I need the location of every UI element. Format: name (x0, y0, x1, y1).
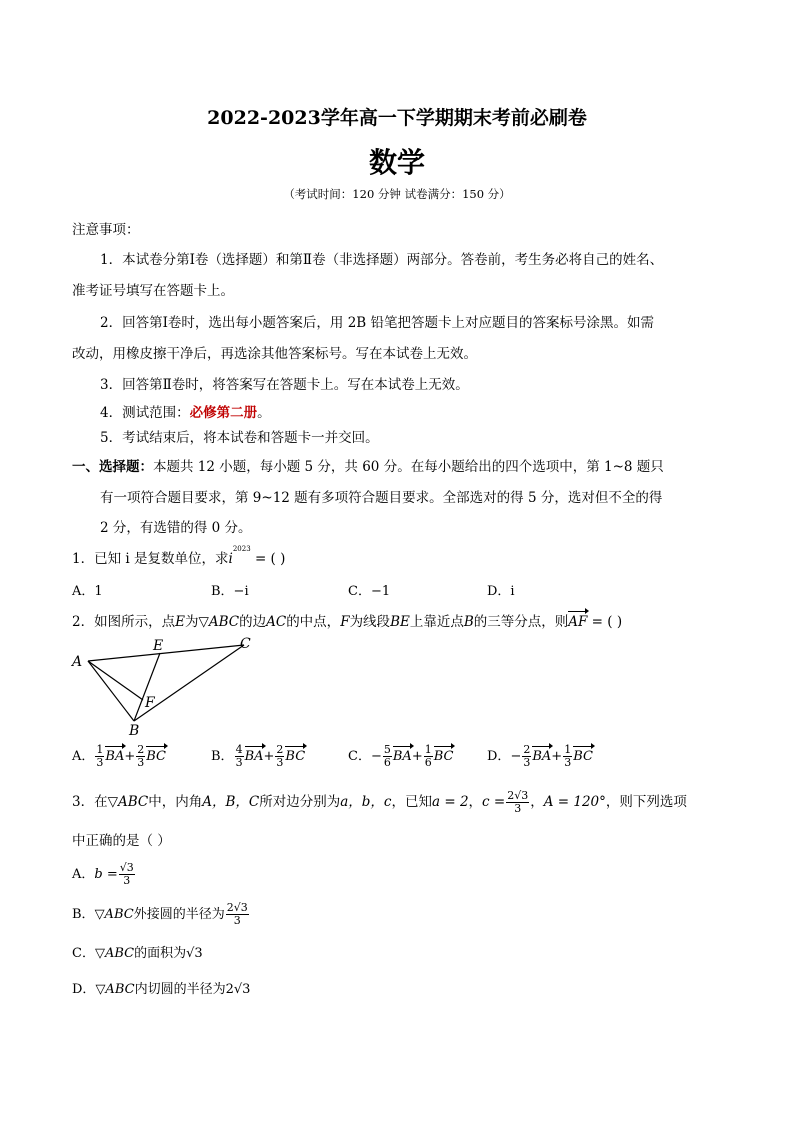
label-b: B (129, 723, 140, 739)
label-c: C (240, 636, 251, 652)
q2-triangle: ▽ABC (198, 614, 240, 630)
q1-option-a[interactable]: A．1 (72, 584, 103, 599)
q3-sides: a，b，c (340, 794, 392, 810)
q2-text: 为 (184, 614, 199, 630)
question-1-stem (72, 547, 285, 567)
section-1-label: 一、选择题： (72, 459, 153, 475)
coef-den: 6 (383, 756, 391, 769)
note-1-line-1: 1．本试卷分第Ⅰ卷（选择题）和第Ⅱ卷（非选择题）两部分。答卷前，考生务必将自己的姓名、 (100, 252, 664, 268)
q2-text: 的三等分点，则 (473, 614, 569, 630)
side-ab-line (88, 661, 134, 721)
minus-sign: − (510, 749, 522, 764)
q2-text: 的中点， (286, 614, 341, 630)
vector-ba: BA (244, 749, 264, 764)
document-title: 2022-2023学年高一下学期期末考前必刷卷 (207, 107, 587, 129)
q2-text: 的边 (239, 614, 267, 630)
q2-vector-af: AF (568, 614, 588, 630)
coef-den: 3 (96, 756, 104, 769)
section-1-line-1 (72, 455, 664, 475)
coef-den: 3 (564, 756, 572, 769)
q3-option-c-value: √3 (186, 946, 203, 961)
coef-num: 2 (523, 743, 531, 756)
q3-option-a-b: b = (94, 867, 118, 882)
plus-sign: + (411, 749, 423, 764)
note-4 (100, 401, 271, 421)
section-1-line-3: 2 分，有选错的得 0 分。 (100, 520, 252, 536)
vector-bc: BC (433, 749, 454, 764)
question-3-stem (72, 790, 687, 815)
q1-option-b[interactable]: B．−i (211, 584, 249, 599)
note-3: 3．回答第Ⅱ卷时，将答案写在答题卡上。写在本试卷上无效。 (100, 377, 469, 393)
coef-num: 2 (276, 743, 284, 756)
label-f: F (145, 695, 155, 711)
notes-heading: 注意事项： (72, 222, 140, 238)
q3-triangle: ▽ABC (107, 794, 149, 810)
q1-option-c[interactable]: C．−1 (348, 584, 391, 599)
q3-a-value: a = 2 (432, 794, 469, 810)
coef-den: 3 (523, 756, 531, 769)
q3-option-d-triangle: ▽ABC (95, 982, 135, 997)
q2-point-e: E (175, 614, 185, 630)
vector-ba: BA (532, 749, 552, 764)
q3-c-num: 2√3 (507, 789, 529, 802)
q3-text: 所对边分别为 (259, 794, 341, 810)
q3-option-d-value: 2√3 (225, 982, 251, 997)
label-e: E (153, 638, 164, 654)
q2-option-d-letter: D． (487, 749, 511, 764)
q3-option-c[interactable] (72, 942, 203, 961)
coef-den: 6 (424, 756, 432, 769)
question-2-stem (72, 610, 622, 630)
q3-option-a-letter: A． (72, 867, 95, 882)
q1-option-d[interactable]: D．i (487, 584, 515, 599)
plus-sign: + (551, 749, 563, 764)
coef-num: 1 (424, 743, 432, 756)
coef-den: 3 (235, 756, 243, 769)
q3-option-a-num: √3 (119, 861, 134, 874)
note-1-line-2: 准考证号填写在答题卡上。 (72, 283, 234, 299)
vector-ba: BA (105, 749, 125, 764)
q3-option-c-triangle: ▽ABC (94, 946, 135, 961)
coef-num: 1 (96, 743, 104, 756)
exam-meta: （考试时间：120 分钟 试卷满分：150 分） (283, 187, 511, 201)
q3-c-label: c = (482, 794, 506, 810)
q2-text: 2．如图所示，点 (72, 614, 176, 630)
q2-side-ac: AC (266, 614, 287, 630)
q2-text: = ( ) (587, 614, 623, 630)
vector-ba: BA (392, 749, 412, 764)
q1-stem-text: 1．已知 i 是复数单位，求 (72, 551, 229, 567)
q2-segment-be: BE (390, 614, 410, 630)
q3-comma: ， (530, 794, 544, 810)
q3-option-b-letter: B． (72, 907, 95, 922)
q2-option-a-letter: A． (72, 749, 95, 764)
coef-num: 1 (564, 743, 572, 756)
coef-num: 2 (137, 743, 145, 756)
q3-option-b-den: 3 (233, 914, 241, 927)
vector-bc: BC (146, 749, 166, 764)
segment-af-line (88, 661, 143, 700)
subject-title: 数学 (368, 146, 425, 179)
q3-c-den: 3 (514, 802, 522, 815)
label-a: A (72, 654, 83, 670)
q3-option-a[interactable] (72, 862, 136, 887)
q3-option-d[interactable] (72, 978, 250, 997)
coef-den: 3 (137, 756, 145, 769)
plus-sign: + (124, 749, 136, 764)
coef-den: 3 (276, 756, 284, 769)
q2-option-c-letter: C． (348, 749, 371, 764)
q2-option-b[interactable] (211, 744, 305, 769)
q3-text: ，已知 (391, 794, 432, 810)
q3-option-c-text: 的面积为 (134, 946, 187, 961)
side-ac-line (88, 645, 244, 661)
plus-sign: + (263, 749, 275, 764)
q2-option-b-letter: B． (211, 749, 234, 764)
question-3-stem-line-2: 中正确的是（ ） (72, 833, 171, 849)
triangle-figure (66, 630, 266, 740)
note-4-prefix: 4．测试范围： (100, 405, 190, 421)
q1-base: i (228, 551, 233, 567)
q3-text: 中，内角 (148, 794, 203, 810)
note-5: 5．考试结束后，将本试卷和答题卡一并交回。 (100, 430, 379, 446)
q3-comma: ， (468, 794, 483, 810)
q3-option-b[interactable] (72, 902, 250, 927)
q3-option-b-triangle: ▽ABC (94, 907, 134, 922)
q3-option-d-text: 内切圆的半径为 (134, 982, 226, 997)
q3-option-a-den: 3 (123, 874, 131, 887)
section-1-intro: 本题共 12 小题，每小题 5 分，共 60 分。在每小题给出的四个选项中，第 1~8 题只 (153, 459, 664, 475)
q3-option-b-text: 外接圆的半径为 (133, 907, 225, 922)
q3-text: ，则下列选项 (605, 794, 687, 810)
q3-option-c-letter: C． (72, 946, 95, 961)
q2-point-b: B (463, 614, 474, 630)
q2-option-d[interactable] (487, 744, 593, 769)
section-1-line-2: 有一项符合题目要求，第 9~12 题有多项符合题目要求。全部选对的得 5 分，选对但不全的得 (100, 490, 663, 506)
q2-point-f: F (340, 614, 350, 630)
q2-option-a[interactable] (72, 744, 166, 769)
coef-num: 4 (235, 743, 243, 756)
note-2-line-2: 改动，用橡皮擦干净后，再选涂其他答案标号。写在本试卷上无效。 (72, 346, 477, 362)
vector-bc: BC (285, 749, 306, 764)
note-2-line-1: 2．回答第Ⅰ卷时，选出每小题答案后，用 2B 铅笔把答题卡上对应题目的答案标号涂黑。如需 (100, 315, 655, 331)
minus-sign: − (370, 749, 382, 764)
q1-stem-tail: = ( ) (250, 551, 286, 567)
q3-text: 3．在 (72, 794, 108, 810)
q3-option-b-num: 2√3 (226, 901, 248, 914)
q3-angles: A，B，C (202, 794, 260, 810)
coef-num: 5 (383, 743, 391, 756)
q2-text: 为线段 (349, 614, 391, 630)
q2-text: 上靠近点 (409, 614, 464, 630)
q3-angle-a-value: A = 120° (543, 794, 606, 810)
vector-bc: BC (573, 749, 593, 764)
note-4-suffix: 。 (257, 405, 271, 421)
q2-option-c[interactable] (348, 744, 453, 769)
q1-exponent: 2023 (232, 545, 251, 553)
test-scope: 必修第二册 (189, 405, 258, 421)
q3-option-d-letter: D． (72, 982, 96, 997)
